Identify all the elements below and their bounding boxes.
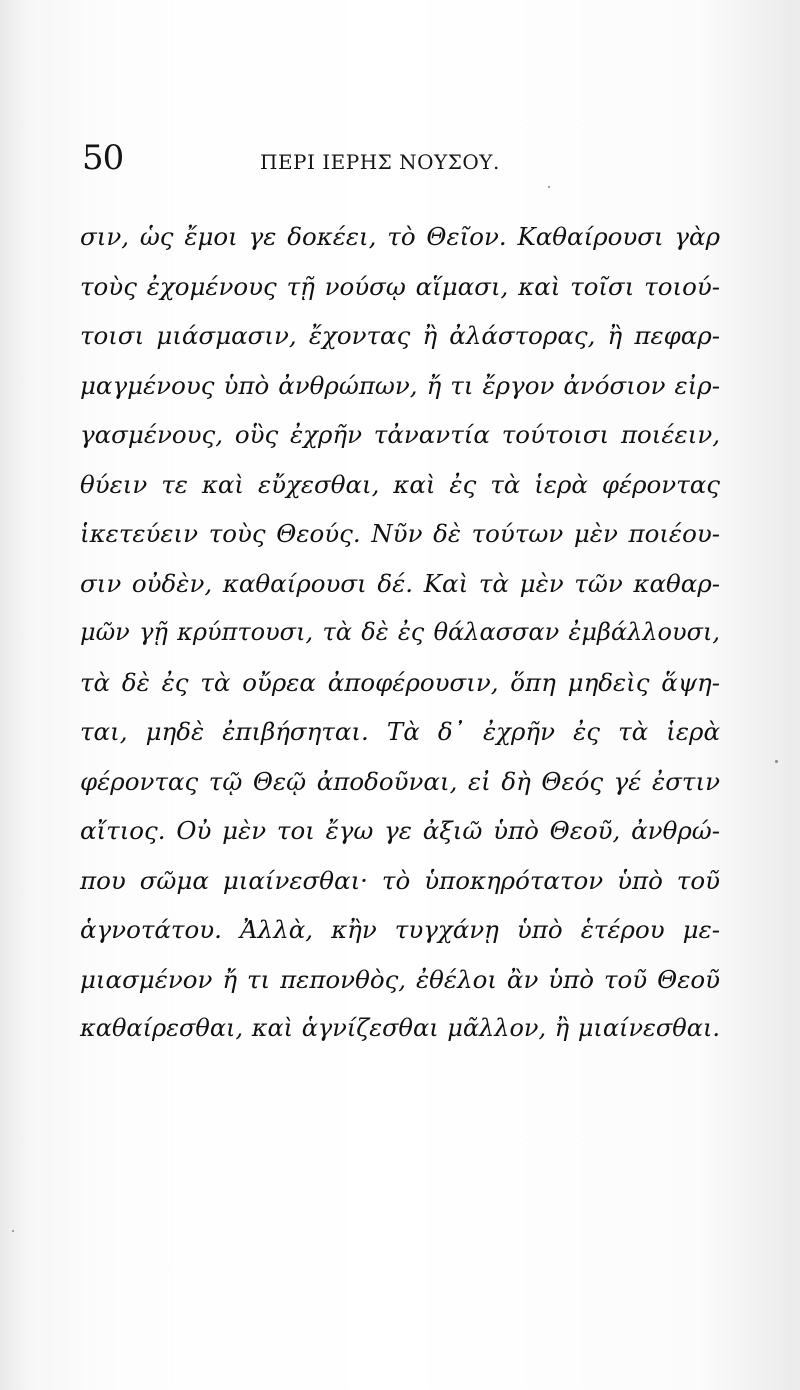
text-line: θύειν τε καὶ εὔχεσθαι, καὶ ἐς τὰ ἱερὰ φέροντας <box>80 469 720 499</box>
text-line: μῶν γῇ κρύπτουσι, τὰ δὲ ἐς θάλασσαν ἐμβάλλουσι, <box>80 618 720 646</box>
body-text <box>80 212 720 1054</box>
paper-speck <box>775 760 778 763</box>
text-line: που σῶμα μιαίνεσθαι· τὸ ὑποκηρότατον ὑπὸ τοῦ <box>80 865 720 895</box>
paper-speck <box>12 1230 14 1232</box>
paper-speck <box>548 186 550 188</box>
text-line: μαγμένους ὑπὸ ἀνθρώπων, ἤ τι ἔργον ἀνόσιον εἰρ- <box>80 370 720 400</box>
text-line: σιν οὐδὲν, καθαίρουσι δέ. Καὶ τὰ μὲν τῶν καθαρ- <box>80 568 720 598</box>
page-number: 50 <box>82 138 124 178</box>
text-line: καθαίρεσθαι, καὶ ἁγνίζεσθαι μᾶλλον, ἢ μιαίνεσθαι. <box>80 1014 720 1042</box>
text-line: γασμένους, οὓς ἐχρῆν τἀναντία τούτοισι ποιέειν, <box>80 420 720 449</box>
text-line: τοισι μιάσμασιν, ἔχοντας ἢ ἀλάστορας, ἢ πεφαρ- <box>80 321 720 350</box>
text-line: σιν, ὡς ἔμοι γε δοκέει, τὸ Θεῖον. Καθαίρουσι γὰρ <box>80 222 720 251</box>
text-line: ἱκετεύειν τοὺς Θεούς. Νῦν δὲ τούτων μὲν ποιέου- <box>80 519 720 548</box>
text-line: ἁγνοτάτου. Ἀλλὰ, κἢν τυγχάνῃ ὑπὸ ἑτέρου με- <box>80 915 720 944</box>
text-line: ται, μηδὲ ἐπιβήσηται. Τὰ δ᾽ ἐχρῆν ἐς τὰ ἱερὰ <box>80 717 720 746</box>
text-line: τὰ δὲ ἐς τὰ οὔρεα ἀποφέρουσιν, ὅπη μηδεὶς ἅψη- <box>80 667 720 697</box>
text-line: μιασμένον ἤ τι πεπονθὸς, ἐθέλοι ἂν ὑπὸ τοῦ Θεοῦ <box>80 964 720 994</box>
text-line: φέροντας τῷ Θεῷ ἀποδοῦναι, εἰ δὴ Θεός γέ ἐστιν <box>80 766 720 796</box>
running-head: ΠΕΡΙ ΙΕΡΗΣ ΝΟΥΣΟΥ. <box>260 150 500 174</box>
text-line: τοὺς ἐχομένους τῇ νούσῳ αἵμασι, καὶ τοῖσι τοιού- <box>80 271 720 301</box>
text-line: αἴτιος. Οὐ μὲν τοι ἔγω γε ἀξιῶ ὑπὸ Θεοῦ, ἀνθρώ- <box>80 816 720 845</box>
